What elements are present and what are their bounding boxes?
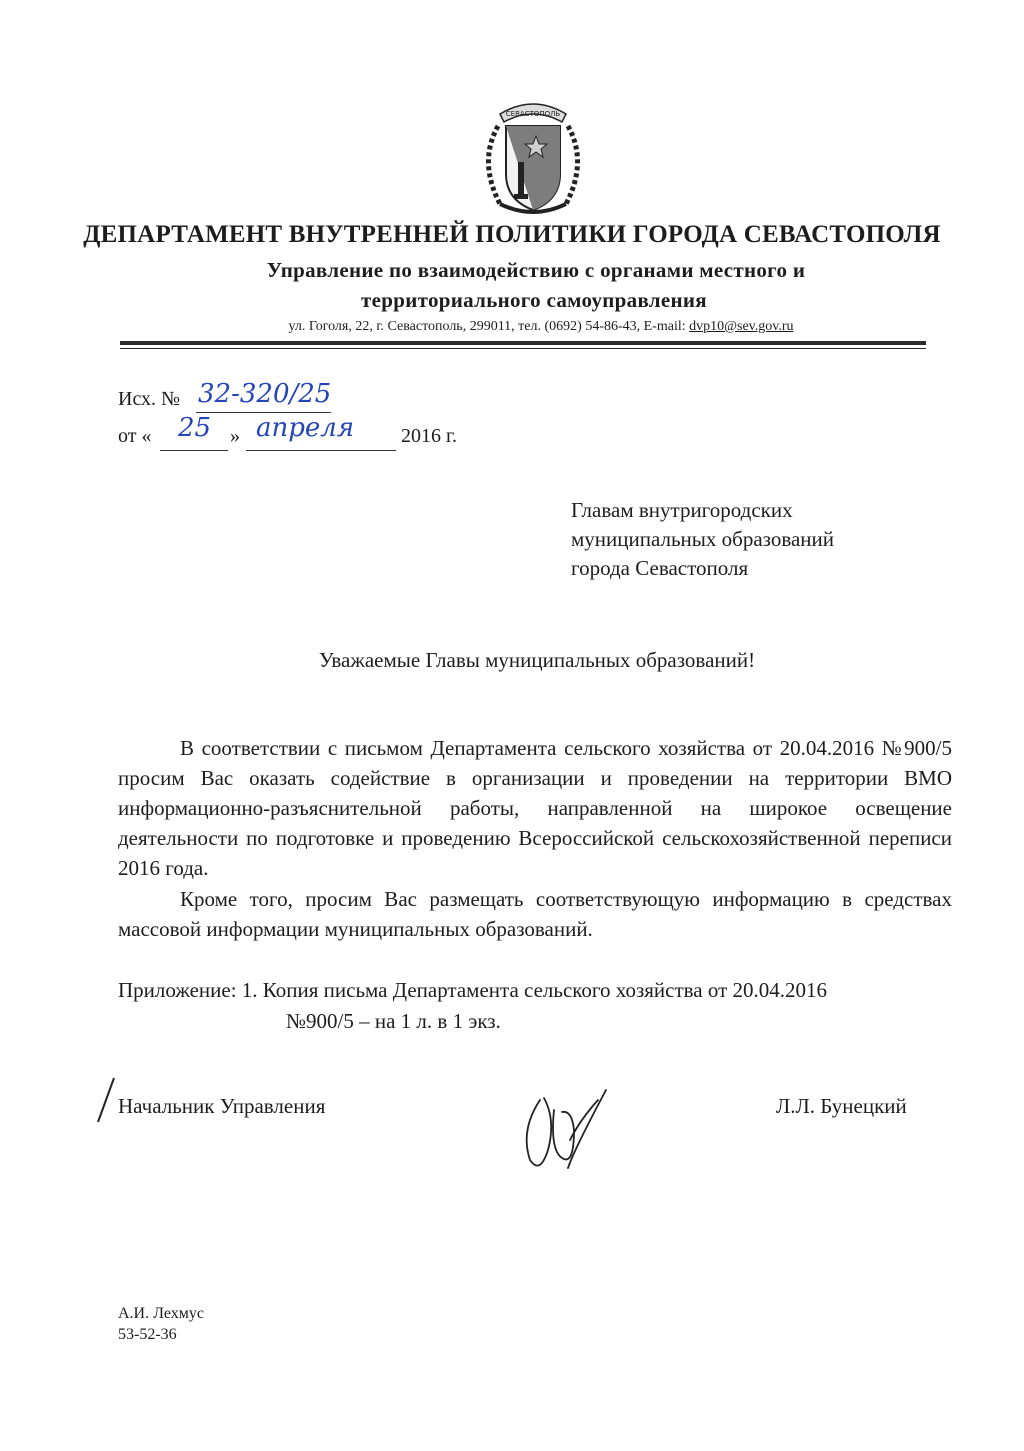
greeting: Уважаемые Главы муниципальных образований!: [318, 648, 756, 672]
division-title-line1: Управление по взаимодействию с органами местного и: [266, 258, 806, 282]
addressee-line3: города Севастополя: [571, 556, 749, 580]
department-title: ДЕПАРТАМЕНТ ВНУТРЕННЕЙ ПОЛИТИКИ ГОРОДА СЕВАСТОПОЛЯ: [83, 221, 941, 248]
date-day-handwritten: 25: [178, 413, 212, 443]
sevastopol-coat-of-arms-icon: [470, 92, 596, 222]
attachment-line1: Приложение: 1. Копия письма Департамента сельского хозяйства от 20.04.2016: [118, 978, 828, 1002]
attachment-block: [118, 975, 827, 1037]
addressee-block: [571, 496, 834, 583]
date-year: 2016 г.: [401, 425, 457, 447]
margin-slash-mark: [90, 1076, 120, 1126]
day-underline: [160, 450, 228, 451]
contact-address: [0, 319, 1024, 335]
attachment-line2: №900/5 – на 1 л. в 1 экз.: [286, 1009, 501, 1033]
executor-name: А.И. Лехмус: [118, 1305, 204, 1322]
address-text: ул. Гоголя, 22, г. Севастополь, 299011, тел. (0692) 54-86-43, E-mail:: [288, 319, 690, 334]
date-middle: »: [230, 425, 240, 447]
date-month-handwritten: апреля: [256, 413, 355, 443]
emblem-banner-text: СЕВАСТОПОЛЬ: [505, 110, 561, 118]
month-underline: [246, 450, 396, 451]
addressee-line2: муниципальных образований: [571, 527, 834, 551]
email-address: dvp10@sev.gov.ru: [689, 319, 794, 334]
header-rule-thin: [120, 348, 926, 349]
executor-block: [118, 1303, 204, 1345]
outgoing-number-label: Исх. №: [118, 388, 181, 410]
body-paragraph-1: В соответствии с письмом Департамента сельского хозяйства от 20.04.2016 №900/5 просим Вас оказать содействие в организации и проведении на территории ВМО информационно-разъяснительной работы, направленной на широкое освещение деятельности по подготовке и проведению Всероссийской сельскохозяйственной переписи 2016 года.: [118, 736, 952, 880]
signatory-position: Начальник Управления: [118, 1094, 326, 1118]
handwritten-signature-icon: [510, 1080, 630, 1180]
body-paragraph-2: Кроме того, просим Вас размещать соответствующую информацию в средствах массовой информации муниципальных образований.: [118, 887, 952, 941]
header-rule-thick: [120, 341, 926, 345]
executor-phone: 53-52-36: [118, 1326, 177, 1343]
date-prefix: от «: [118, 425, 152, 447]
division-title-line2: территориального самоуправления: [361, 288, 707, 312]
outgoing-number-handwritten: 32-320/25: [198, 379, 332, 409]
addressee-line1: Главам внутригородских: [571, 498, 793, 522]
signatory-name: Л.Л. Бунецкий: [776, 1094, 907, 1118]
